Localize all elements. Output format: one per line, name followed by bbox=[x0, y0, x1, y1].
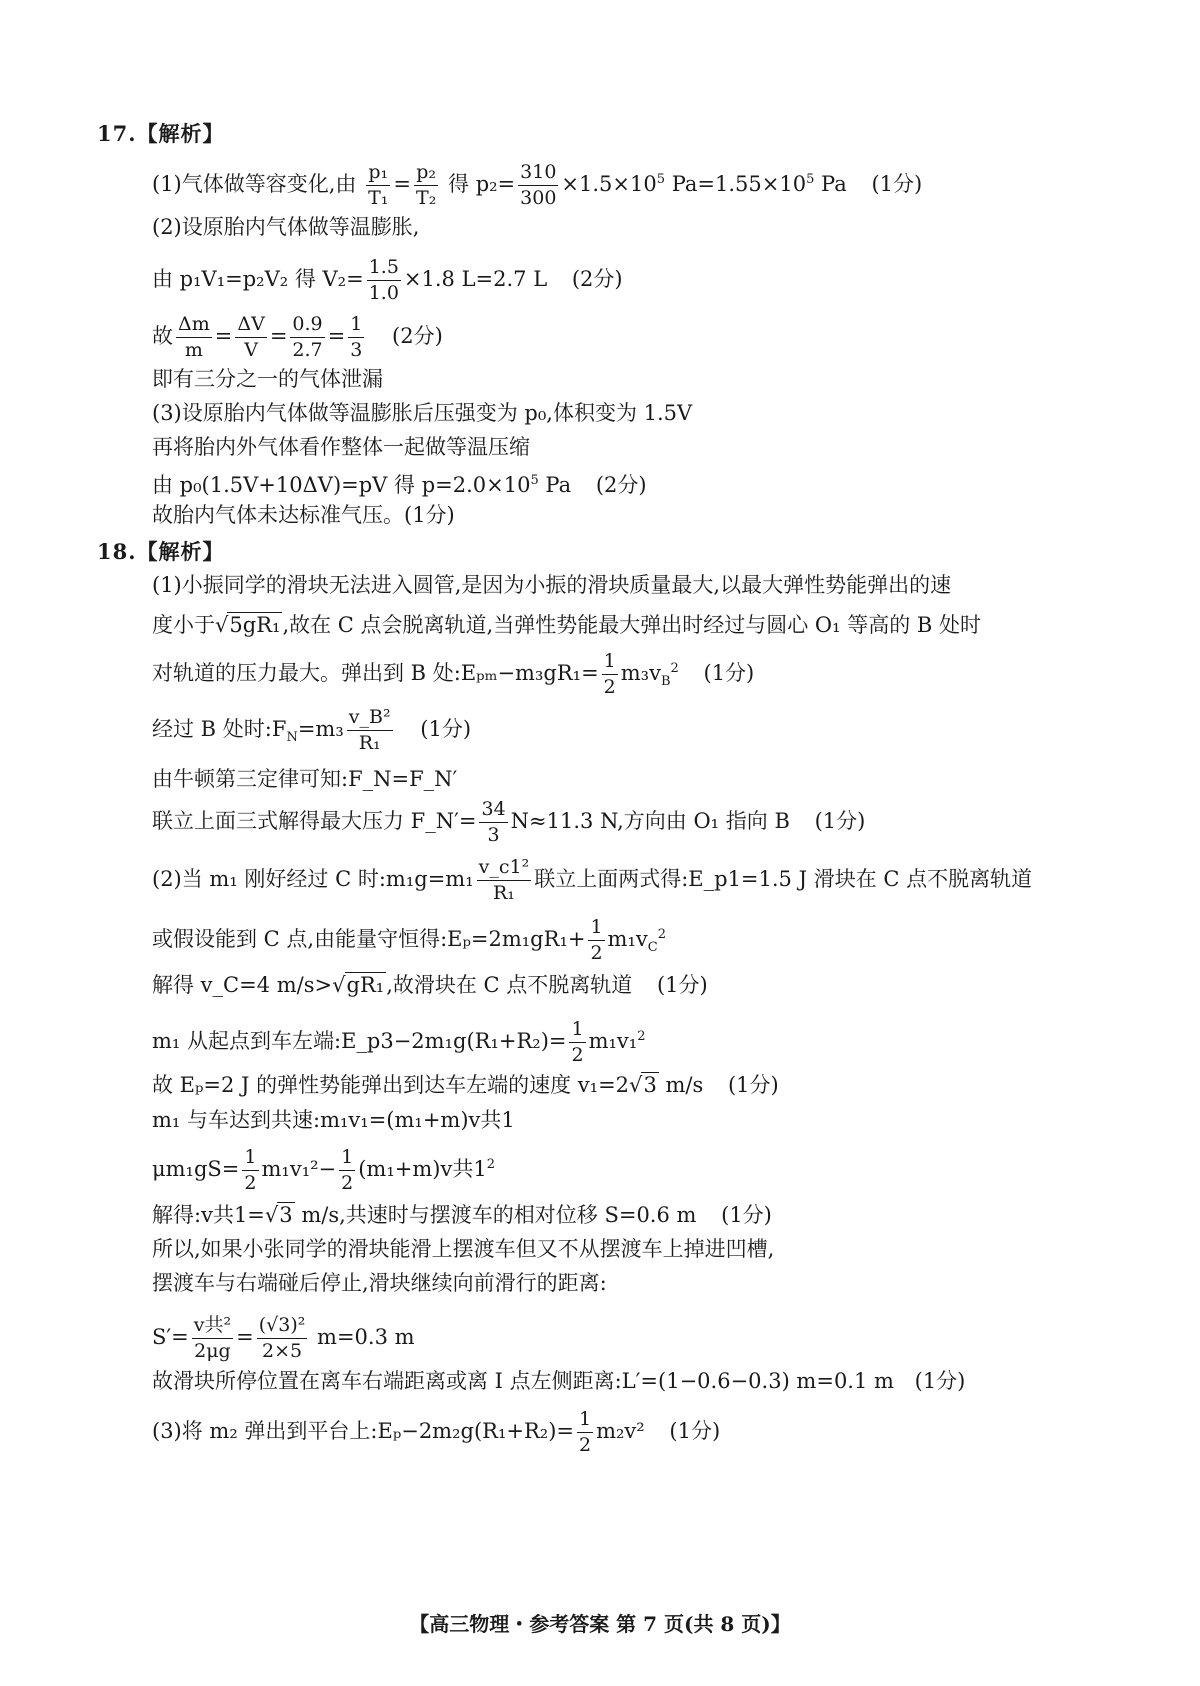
fraction-1-3: $\frac{1}{3}$ bbox=[350, 313, 363, 361]
fraction-vc1-r1: $\frac{\text{v\_c1²}}{\text{R₁}}$ bbox=[478, 856, 530, 904]
score: (2分) bbox=[595, 473, 647, 497]
q17-line-7: 再将胎内外气体看作整体一起做等温压缩 bbox=[152, 435, 530, 459]
score: (1分) bbox=[420, 717, 472, 741]
score: (1分) bbox=[656, 973, 708, 997]
q18-heading: 18.【解析】 bbox=[97, 539, 225, 564]
fraction-310-300: $\frac{310}{300}$ bbox=[520, 161, 557, 209]
q17-heading: 17.【解析】 bbox=[97, 121, 225, 146]
score: (1分) bbox=[871, 172, 923, 196]
q18-line-9: 解得 v_C=4 m/s>√gR₁,故滑块在 C 点不脱离轨道 (1分) bbox=[152, 973, 708, 997]
score: (2分) bbox=[392, 324, 443, 348]
fraction-34-3: $\frac{34}{3}$ bbox=[481, 798, 506, 846]
q17-line-6: (3)设原胎内气体做等温膨胀后压强变为 p₀,体积变为 1.5V bbox=[152, 401, 693, 425]
q18-line-10: m₁ 从起点到车左端:E_p3−2m₁g(R₁+R₂)= $\frac{1}{2}$ m₁v₁$^2$ bbox=[152, 1018, 646, 1066]
fraction-09-27: $\frac{0.9}{2.7}$ bbox=[292, 313, 323, 361]
score: (1分) bbox=[703, 661, 755, 685]
fraction-sqrt3-2x5: $\frac{\text{(√3)²}}{2\times 5}$ bbox=[258, 1314, 306, 1362]
q18-line-8: 或假设能到 C 点,由能量守恒得:Eₚ=2m₁gR₁+ $\frac{1}{2}$ $m_1v_C^2$ bbox=[152, 916, 666, 964]
score: (1分) bbox=[914, 1369, 966, 1393]
page-footer: 【高三物理・参考答案 第 7 页(共 8 页)】 bbox=[409, 1612, 791, 1636]
q18-line-5: 由牛顿第三定律可知:F_N=F_N′ bbox=[152, 767, 458, 791]
q17-line-1: (1)气体做等容变化,由 $\frac{\text{p₁}}{\text{T₁}}$ = $\frac{\text{p₂}}{\text{T₂}}$ 得 p₂= $\frac{310}{300}$ $\times 1.5\times 10^5$ $Pa=1.55\times 10^5$ Pa (1分) bbox=[152, 161, 923, 209]
fraction-1-2: $\frac{1}{2}$ bbox=[590, 916, 603, 964]
fraction-1-2: $\frac{1}{2}$ bbox=[244, 1146, 257, 1194]
fraction-1-2: $\frac{1}{2}$ bbox=[603, 650, 616, 698]
q18-line-6: 联立上面三式解得最大压力 F_N′= $\frac{34}{3}$ N≈11.3 N,方向由 O₁ 指向 B (1分) bbox=[152, 798, 866, 846]
q18-line-1: (1)小振同学的滑块无法进入圆管,是因为小振的滑块质量最大,以最大弹性势能弹出的速 bbox=[152, 573, 952, 597]
q18-line-16: 摆渡车与右端碰后停止,滑块继续向前滑行的距离: bbox=[152, 1271, 607, 1295]
q18-line-4: 经过 B 处时$:F_N=m_3$ $\frac{\text{v\_B²}}{\text{R₁}}$ (1分) bbox=[152, 706, 472, 754]
score: (2分) bbox=[571, 267, 623, 291]
score: (1分) bbox=[721, 1203, 772, 1227]
score: (1分) bbox=[727, 1073, 779, 1097]
fraction-1-2: $\frac{1}{2}$ bbox=[341, 1146, 354, 1194]
q18-line-18: 故滑块所停位置在离车右端距离或离 I 点左侧距离:L′=(1−0.6−0.3) m=0.1 m (1分) bbox=[152, 1369, 966, 1393]
q17-line-4: 故 $\frac{\Delta m}{m}$ = $\frac{\Delta V}{V}$ = $\frac{0.9}{2.7}$ = $\frac{1}{3}$ (2分) bbox=[152, 313, 443, 361]
fraction-dm-m: $\frac{\Delta m}{m}$ bbox=[178, 313, 210, 361]
fraction-1-2: $\frac{1}{2}$ bbox=[579, 1408, 592, 1456]
fraction-1-2: $\frac{1}{2}$ bbox=[571, 1018, 584, 1066]
q18-line-13: μm₁gS= $\frac{1}{2}$ m₁v₁²− $\frac{1}{2}$ (m₁+m)v共$1^2$ bbox=[152, 1146, 495, 1194]
fraction-v-2mug: $\frac{\text{v共²}}{2\mu g}$ bbox=[193, 1314, 232, 1362]
fraction-dv-v: $\frac{\Delta V}{V}$ bbox=[237, 313, 265, 361]
q18-line-11: 故 Eₚ=2 J 的弹性势能弹出到达车左端的速度 v₁=2√3 m/s (1分) bbox=[152, 1073, 779, 1097]
q17-line-8: 由 p₀(1.5V+10ΔV)=pV 得 $p=2.0\times 10^5$ Pa (2分) bbox=[152, 473, 647, 497]
q18-line-14: 解得:v共1=√3 m/s,共速时与摆渡车的相对位移 S=0.6 m (1分) bbox=[152, 1203, 772, 1227]
fraction-vb2-r1: $\frac{\text{v\_B²}}{\text{R₁}}$ bbox=[348, 706, 391, 754]
fraction-15-10: $\frac{1.5}{1.0}$ bbox=[368, 256, 399, 304]
score: (1分) bbox=[814, 809, 866, 833]
q18-line-3: 对轨道的压力最大。弹出到 B 处:Eₚₘ−m₃gR₁= $\frac{1}{2}$ $m_3v_B^2$ (1分) bbox=[152, 650, 755, 698]
q18-line-12: m₁ 与车达到共速:m₁v₁=(m₁+m)v共1 bbox=[152, 1108, 515, 1132]
q18-line-7: (2)当 m₁ 刚好经过 C 时:m₁g=m₁ $\frac{\text{v\_c1²}}{\text{R₁}}$ 联立上面两式得:E_p1=1.5 J 滑块在 C 点不脱离轨道 bbox=[152, 856, 1033, 904]
q18-line-2: 度小于√5gR₁,故在 C 点会脱离轨道,当弹性势能最大弹出时经过与圆心 O₁ 等高的 B 处时 bbox=[152, 613, 981, 637]
q17-line-9: 故胎内气体未达标准气压。(1分) bbox=[152, 503, 455, 527]
q18-line-15: 所以,如果小张同学的滑块能滑上摆渡车但又不从摆渡车上掉进凹槽, bbox=[152, 1237, 775, 1261]
q18-line-19: (3)将 m₂ 弹出到平台上:Eₚ−2m₂g(R₁+R₂)= $\frac{1}{2}$ m₂v² (1分) bbox=[152, 1408, 721, 1456]
fraction-p1-t1: $\frac{\text{p₁}}{\text{T₁}}$ bbox=[368, 161, 389, 209]
score: (1分) bbox=[669, 1419, 721, 1443]
q18-line-17: S′= $\frac{\text{v共²}}{2\mu g}$ = $\frac{\text{(√3)²}}{2\times 5}$ m=0.3 m bbox=[152, 1314, 415, 1362]
q17-line-5: 即有三分之一的气体泄漏 bbox=[152, 367, 383, 391]
q17-line-3: 由 p₁V₁=p₂V₂ 得 V₂= $\frac{1.5}{1.0}$ ×1.8 L=2.7 L (2分) bbox=[152, 256, 623, 304]
q17-line-2: (2)设原胎内气体做等温膨胀, bbox=[152, 215, 420, 239]
fraction-p2-t2: $\frac{\text{p₂}}{\text{T₂}}$ bbox=[416, 161, 437, 209]
